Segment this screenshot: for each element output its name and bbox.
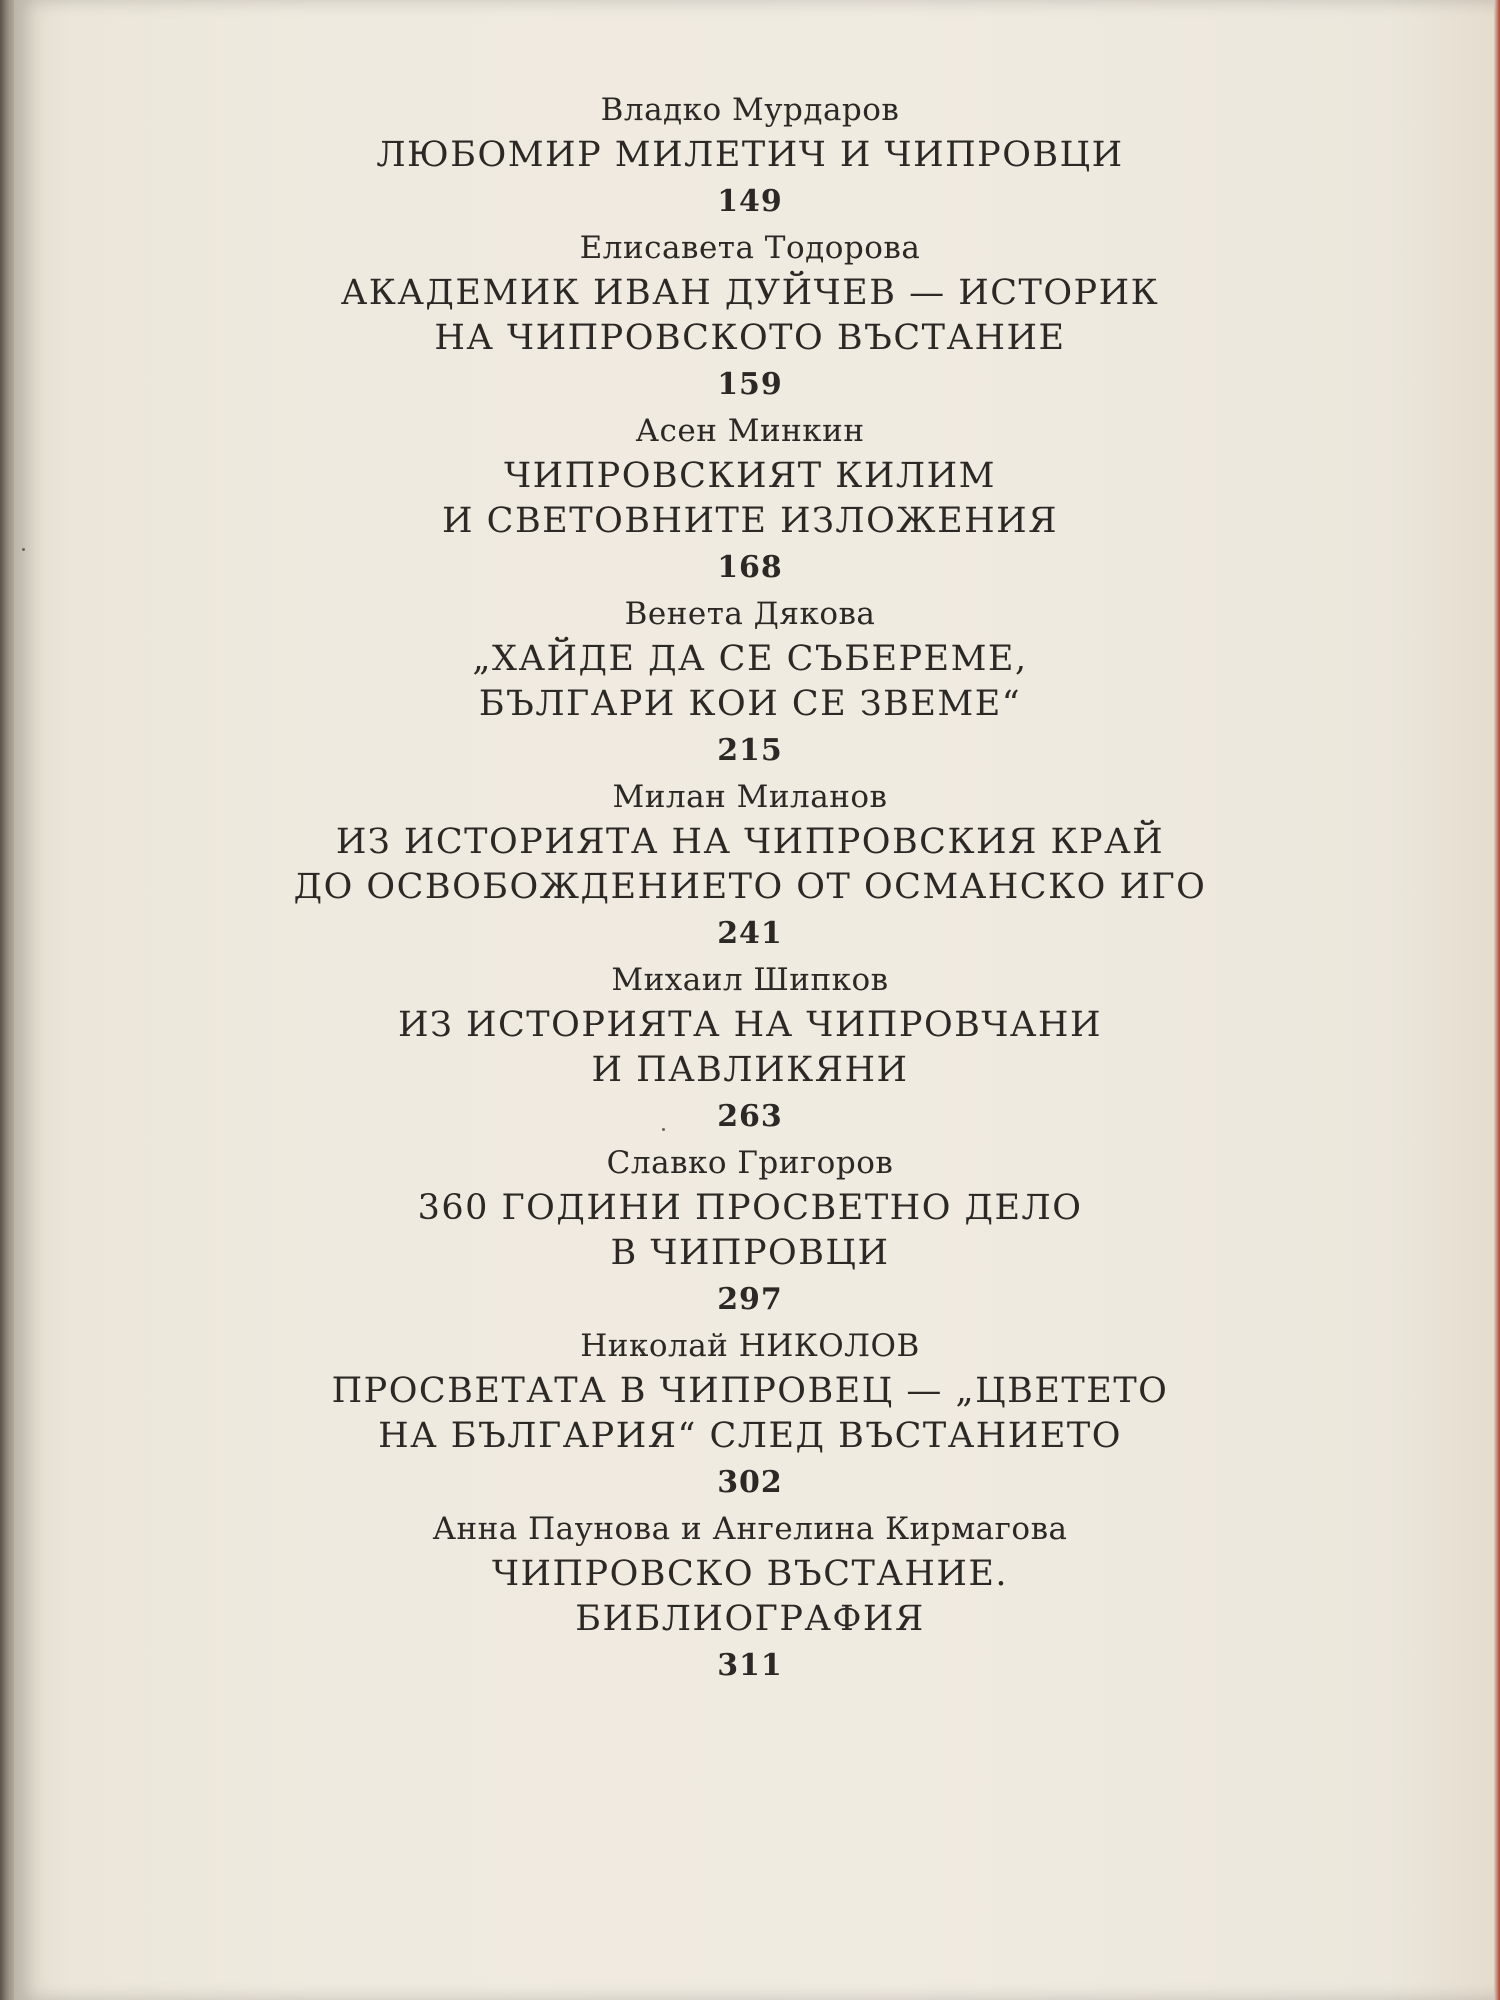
entry-author: Милан Миланов: [612, 779, 888, 815]
entry-author: Венета Дякова: [624, 596, 876, 632]
entry-title-line: ДО ОСВОБОЖДЕНИЕТО ОТ ОСМАНСКО ИГО: [293, 867, 1207, 907]
entry-title-line: 360 ГОДИНИ ПРОСВЕТНО ДЕЛО: [417, 1188, 1083, 1228]
entry-author: Асен Минкин: [635, 413, 865, 449]
entry-page-number: 297: [717, 1282, 783, 1317]
entry-page-number: 149: [717, 184, 783, 219]
entry-title-line: НА ЧИПРОВСКОТО ВЪСТАНИЕ: [434, 318, 1066, 358]
entry-title-line: БЪЛГАРИ КОИ СЕ ЗВЕМЕ“: [478, 684, 1022, 724]
toc-entry: [0, 1324, 1500, 1507]
entry-title-line: ЛЮБОМИР МИЛЕТИЧ И ЧИПРОВЦИ: [376, 135, 1124, 175]
entry-title-line: ЧИПРОВСКИЯТ КИЛИМ: [504, 456, 996, 496]
table-of-contents: [0, 88, 1500, 1690]
toc-entry: [0, 1141, 1500, 1324]
toc-entry: [0, 1507, 1500, 1690]
entry-title-line: НА БЪЛГАРИЯ“ СЛЕД ВЪСТАНИЕТО: [378, 1416, 1122, 1456]
entry-page-number: 311: [717, 1648, 783, 1683]
entry-title-line: В ЧИПРОВЦИ: [610, 1233, 890, 1273]
entry-page-number: 302: [717, 1465, 783, 1500]
entry-title-line: И ПАВЛИКЯНИ: [591, 1050, 909, 1090]
entry-title-line: ИЗ ИСТОРИЯТА НА ЧИПРОВЧАНИ: [398, 1005, 1102, 1045]
entry-author: Елисавета Тодорова: [579, 230, 921, 266]
toc-entry: [0, 592, 1500, 775]
toc-entry: [0, 958, 1500, 1141]
entry-title-line: И СВЕТОВНИТЕ ИЗЛОЖЕНИЯ: [442, 501, 1058, 541]
entry-page-number: 263: [717, 1099, 783, 1134]
entry-author: Михаил Шипков: [611, 962, 889, 998]
entry-title-line: БИБЛИОГРАФИЯ: [575, 1599, 925, 1639]
entry-page-number: 215: [717, 733, 783, 768]
entry-page-number: 168: [717, 550, 783, 585]
toc-entry: [0, 409, 1500, 592]
entry-author: Славко Григоров: [606, 1145, 894, 1181]
entry-title-line: АКАДЕМИК ИВАН ДУЙЧЕВ — ИСТОРИК: [340, 273, 1160, 313]
entry-author: Николай НИКОЛОВ: [580, 1328, 920, 1364]
entry-author: Владко Мурдаров: [600, 92, 900, 128]
toc-entry: [0, 88, 1500, 226]
toc-entry: [0, 226, 1500, 409]
entry-title-line: ПРОСВЕТАТА В ЧИПРОВЕЦ — „ЦВЕТЕТО: [331, 1371, 1169, 1411]
entry-title-line: ЧИПРОВСКО ВЪСТАНИЕ.: [491, 1554, 1009, 1594]
entry-title-line: ИЗ ИСТОРИЯТА НА ЧИПРОВСКИЯ КРАЙ: [335, 822, 1165, 862]
entry-title-line: „ХАЙДЕ ДА СЕ СЪБЕРЕМЕ,: [472, 639, 1028, 679]
toc-entry: [0, 775, 1500, 958]
entry-page-number: 159: [717, 367, 783, 402]
entry-page-number: 241: [717, 916, 783, 951]
entry-author: Анна Паунова и Ангелина Кирмагова: [432, 1511, 1068, 1547]
